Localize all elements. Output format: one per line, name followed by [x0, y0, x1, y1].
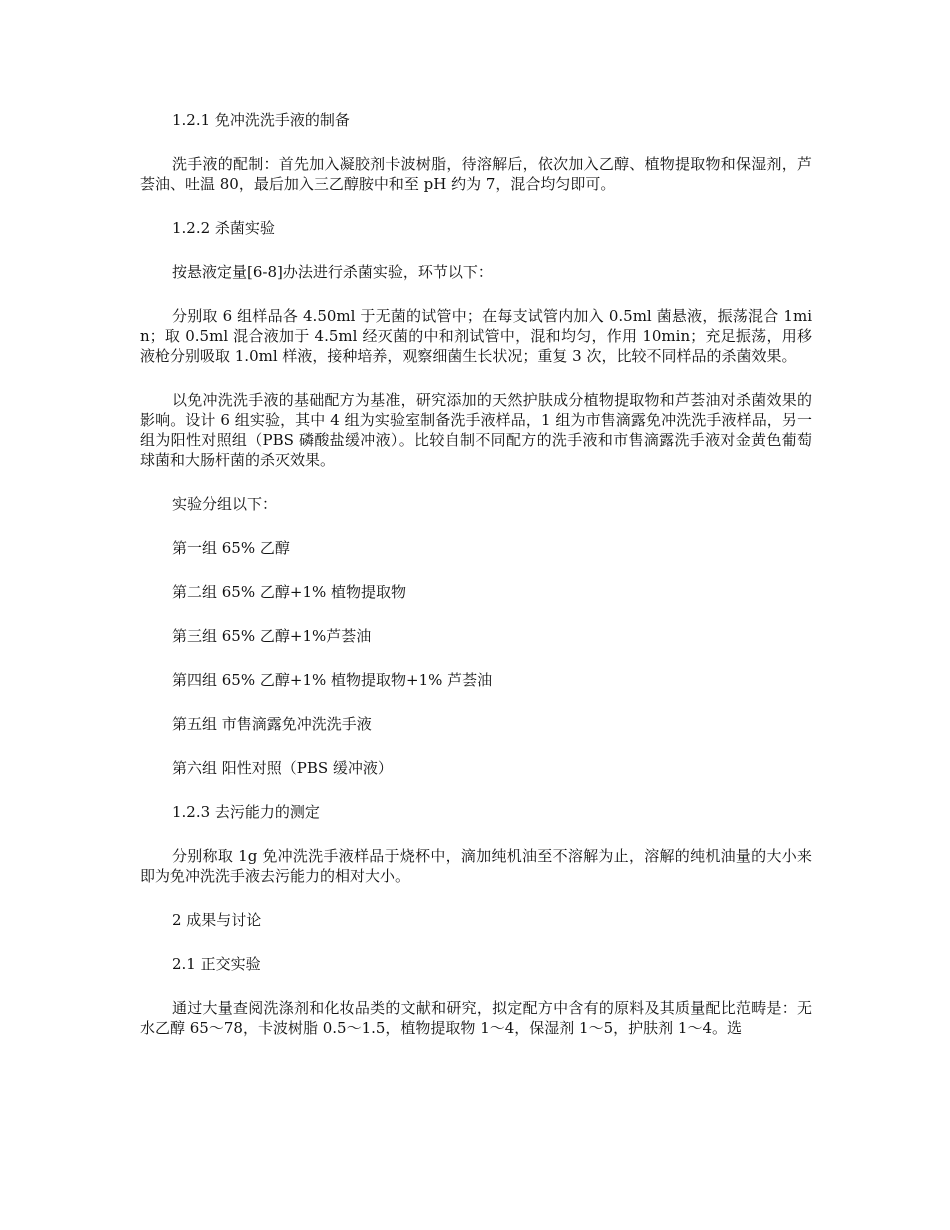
- section-heading-1-2-2: 1.2.2 杀菌实验: [172, 219, 275, 237]
- list-item-group-5: 第五组 市售滴露免冲洗洗手液: [172, 715, 372, 733]
- paragraph-preparation: 洗手液的配制：首先加入凝胶剂卡波树脂，待溶解后，依次加入乙醇、植物提取物和保湿剂，芦荟油、吐温 80，最后加入三乙醇胺中和至 pH 约为 7，混合均匀即可。: [140, 155, 812, 193]
- section-heading-1-2-1: 1.2.1 免冲洗洗手液的制备: [172, 111, 350, 129]
- section-heading-2-1: 2.1 正交实验: [172, 955, 261, 973]
- paragraph-groups-intro: 实验分组以下：: [172, 495, 278, 513]
- paragraph-method-intro: 按悬液定量[6-8]办法进行杀菌实验，环节以下：: [172, 263, 493, 281]
- list-item-group-2: 第二组 65% 乙醇+1% 植物提取物: [172, 583, 407, 601]
- list-item-group-4: 第四组 65% 乙醇+1% 植物提取物+1% 芦荟油: [172, 671, 493, 689]
- paragraph-detergency: 分别称取 1g 免冲洗洗手液样品于烧杯中，滴加纯机油至不溶解为止，溶解的纯机油量的大小来即为免冲洗洗手液去污能力的相对大小。: [140, 847, 812, 885]
- paragraph-procedure: 分别取 6 组样品各 4.50ml 于无菌的试管中；在每支试管内加入 0.5ml 菌悬液，振荡混合 1min；取 0.5ml 混合液加于 4.5ml 经灭菌的中和剂试管中，混和均匀，作用 10min；充足振荡，用移液枪分别吸取 1.0ml 样液，接种培养，观察细菌生长状况；重复 3 次，比较不同样品的杀菌效果。: [140, 307, 812, 365]
- section-heading-2: 2 成果与讨论: [172, 911, 262, 929]
- document-page: [140, 110, 812, 1062]
- list-item-group-6: 第六组 阳性对照（PBS 缓冲液）: [172, 759, 393, 777]
- paragraph-design: 以免冲洗洗手液的基础配方为基准，研究添加的天然护肤成分植物提取物和芦荟油对杀菌效果的影响。设计 6 组实验，其中 4 组为实验室制备洗手液样品，1 组为市售滴露免冲洗洗手液样品，另一组为阳性对照组（PBS 磷酸盐缓冲液）。比较自制不同配方的洗手液和市售滴露洗手液对金黄色葡萄球菌和大肠杆菌的杀灭效果。: [140, 391, 812, 469]
- section-heading-1-2-3: 1.2.3 去污能力的测定: [172, 803, 320, 821]
- paragraph-orthogonal: 通过大量查阅洗涤剂和化妆品类的文献和研究，拟定配方中含有的原料及其质量配比范畴是：无水乙醇 65～78，卡波树脂 0.5～1.5，植物提取物 1～4，保湿剂 1～5，护肤剂 1～4。选: [140, 999, 812, 1037]
- list-item-group-1: 第一组 65% 乙醇: [172, 539, 290, 557]
- list-item-group-3: 第三组 65% 乙醇+1%芦荟油: [172, 627, 372, 645]
